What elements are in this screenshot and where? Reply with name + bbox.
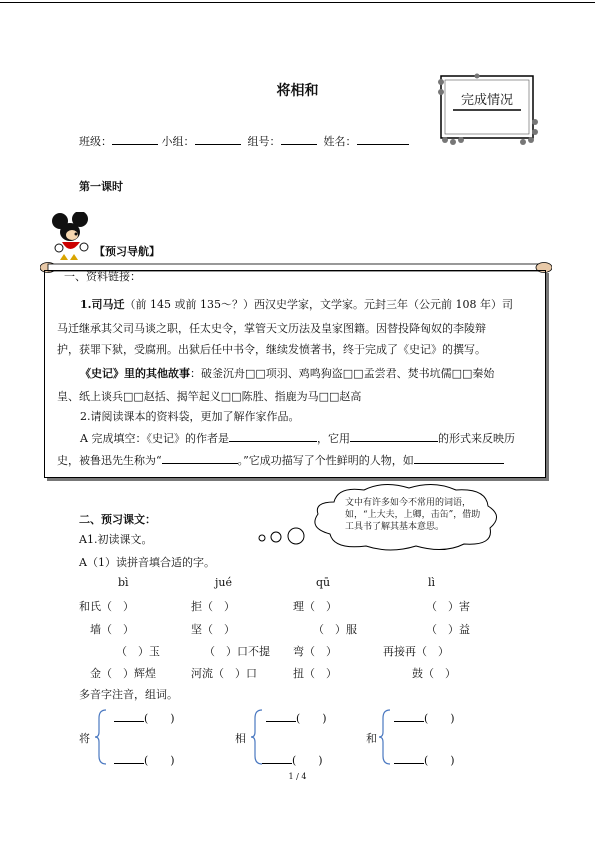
brace-jiang-icon [94, 708, 108, 766]
number-label: 组号： [247, 135, 281, 148]
row2-col2[interactable]: 坚（ ） [191, 623, 235, 636]
duoyin-char-jiang: 将 [79, 732, 90, 745]
nav-header: 【预习导航】 [94, 245, 160, 258]
p4-text5: 。”它成功描写了个性鲜明的人物，如 [237, 454, 414, 467]
row3-col4[interactable]: 再接再（ ） [383, 645, 449, 658]
p4-line2 [57, 452, 504, 468]
other-stories-label: 《史记》里的其他故事 [80, 367, 190, 380]
p4-line1 [80, 430, 515, 446]
p2-line2: 皇、纸上谈兵□□赵括、揭竿起义□□陈胜、指鹿为马□□赵高 [57, 390, 362, 403]
he-entry-2[interactable]: ( ) [394, 752, 455, 768]
duoyin-title: 多音字注音，组词。 [79, 688, 178, 701]
brace-he-icon [378, 708, 392, 766]
row1-col1[interactable]: 和氏（ ） [79, 600, 134, 613]
jiang-entry-1[interactable]: ( ) [114, 710, 175, 726]
name-field[interactable] [357, 134, 409, 145]
row1-col4[interactable]: （ ）害 [426, 600, 470, 613]
class-label: 班级： [79, 135, 112, 148]
duoyin-char-he: 和 [366, 732, 377, 745]
row4-col4[interactable]: 鼓（ ） [412, 667, 456, 680]
badge-text: 完成情况 [460, 93, 513, 108]
section1-heading: 一、资料链接： [64, 270, 141, 283]
p4-text3: 的形式来反映历 [437, 432, 515, 445]
p1-line2: 马迁继承其父司马谈之职，任太史令，掌管天文历法及皇家图籍。因替投降匈奴的李陵辩 [57, 322, 486, 335]
a1-1-line: A（1）读拼音填合适的字。 [79, 556, 215, 569]
student-info-line [79, 133, 409, 149]
characters-field[interactable] [414, 453, 504, 464]
page-number: 1 / 4 [288, 772, 307, 781]
lesson-heading: 第一课时 [79, 180, 123, 193]
p4-text2: ，它用 [316, 432, 350, 445]
row2-col4[interactable]: （ ）益 [426, 623, 470, 636]
name-label: 姓名： [323, 135, 357, 148]
p4-text1: A 完成填空：《史记》的作者是 [80, 432, 229, 445]
row4-col2[interactable]: 河流（ ）口 [191, 667, 257, 680]
row4-col1[interactable]: 金（ ）辉煌 [90, 667, 156, 680]
row1-col2[interactable]: 拒（ ） [191, 600, 235, 613]
form-field[interactable] [350, 431, 438, 442]
row3-col2[interactable]: （ ）口不提 [204, 645, 270, 658]
number-field[interactable] [281, 134, 317, 145]
row4-col3[interactable]: 扭（ ） [293, 667, 337, 680]
mouse-mascot-icon [50, 212, 94, 262]
p1-text1: （前 145 或前 135～？）西汉史学家，文学家。元封三年（公元前 108 年）司 [124, 298, 513, 311]
p3-line: 2.请阅读课本的资料袋，更加了解作家作品。 [80, 410, 300, 423]
xiang-entry-2[interactable]: ( ) [262, 752, 323, 768]
cloud-text: 文中有许多如今不常用的词语，如，“上大夫，上卿，击缶”，借助工具书了解其基本意思。 [345, 498, 481, 532]
p1-line1 [80, 296, 513, 312]
pinyin-jue: jué [215, 576, 233, 589]
he-entry-1[interactable]: ( ) [394, 710, 455, 726]
section2-heading: 二、预习课文： [79, 513, 156, 526]
a1-line: A1.初读课文。 [79, 533, 153, 546]
top-rule [0, 2, 595, 3]
title-field[interactable] [162, 453, 238, 464]
p2-line1 [80, 365, 494, 381]
row3-col3[interactable]: 弯（ ） [293, 645, 337, 658]
row2-col3[interactable]: （ ）服 [313, 623, 357, 636]
pinyin-li: lì [428, 576, 436, 589]
jiang-entry-2[interactable]: ( ) [114, 752, 175, 768]
completion-badge [437, 72, 540, 148]
page-title: 将相和 [276, 83, 319, 99]
badge-frame [437, 72, 540, 148]
pinyin-qu: qū [316, 576, 331, 589]
p2-text1: ：破釜沉舟□□项羽、鸡鸣狗盗□□孟尝君、焚书坑儒□□秦始 [190, 367, 495, 380]
group-field[interactable] [195, 134, 241, 145]
row2-col1[interactable]: 墙（ ） [90, 623, 134, 636]
sima-qian-label: 1.司马迁 [80, 298, 125, 311]
row1-col3[interactable]: 理（ ） [293, 600, 337, 613]
row3-col1[interactable]: （ ）玉 [116, 645, 160, 658]
group-label: 小组： [161, 135, 195, 148]
xiang-entry-1[interactable]: ( ) [266, 710, 327, 726]
pinyin-bi: bì [118, 576, 129, 589]
p1-line3: 护，获罪下狱，受腐刑。出狱后任中书令，继续发愤著书，终于完成了《史记》的撰写。 [57, 343, 486, 356]
author-field[interactable] [229, 431, 317, 442]
class-field[interactable] [112, 134, 158, 145]
p4-text4: 史，被鲁迅先生称为“ [57, 454, 162, 467]
duoyin-char-xiang: 相 [235, 732, 246, 745]
thought-bubbles-icon [256, 526, 308, 546]
